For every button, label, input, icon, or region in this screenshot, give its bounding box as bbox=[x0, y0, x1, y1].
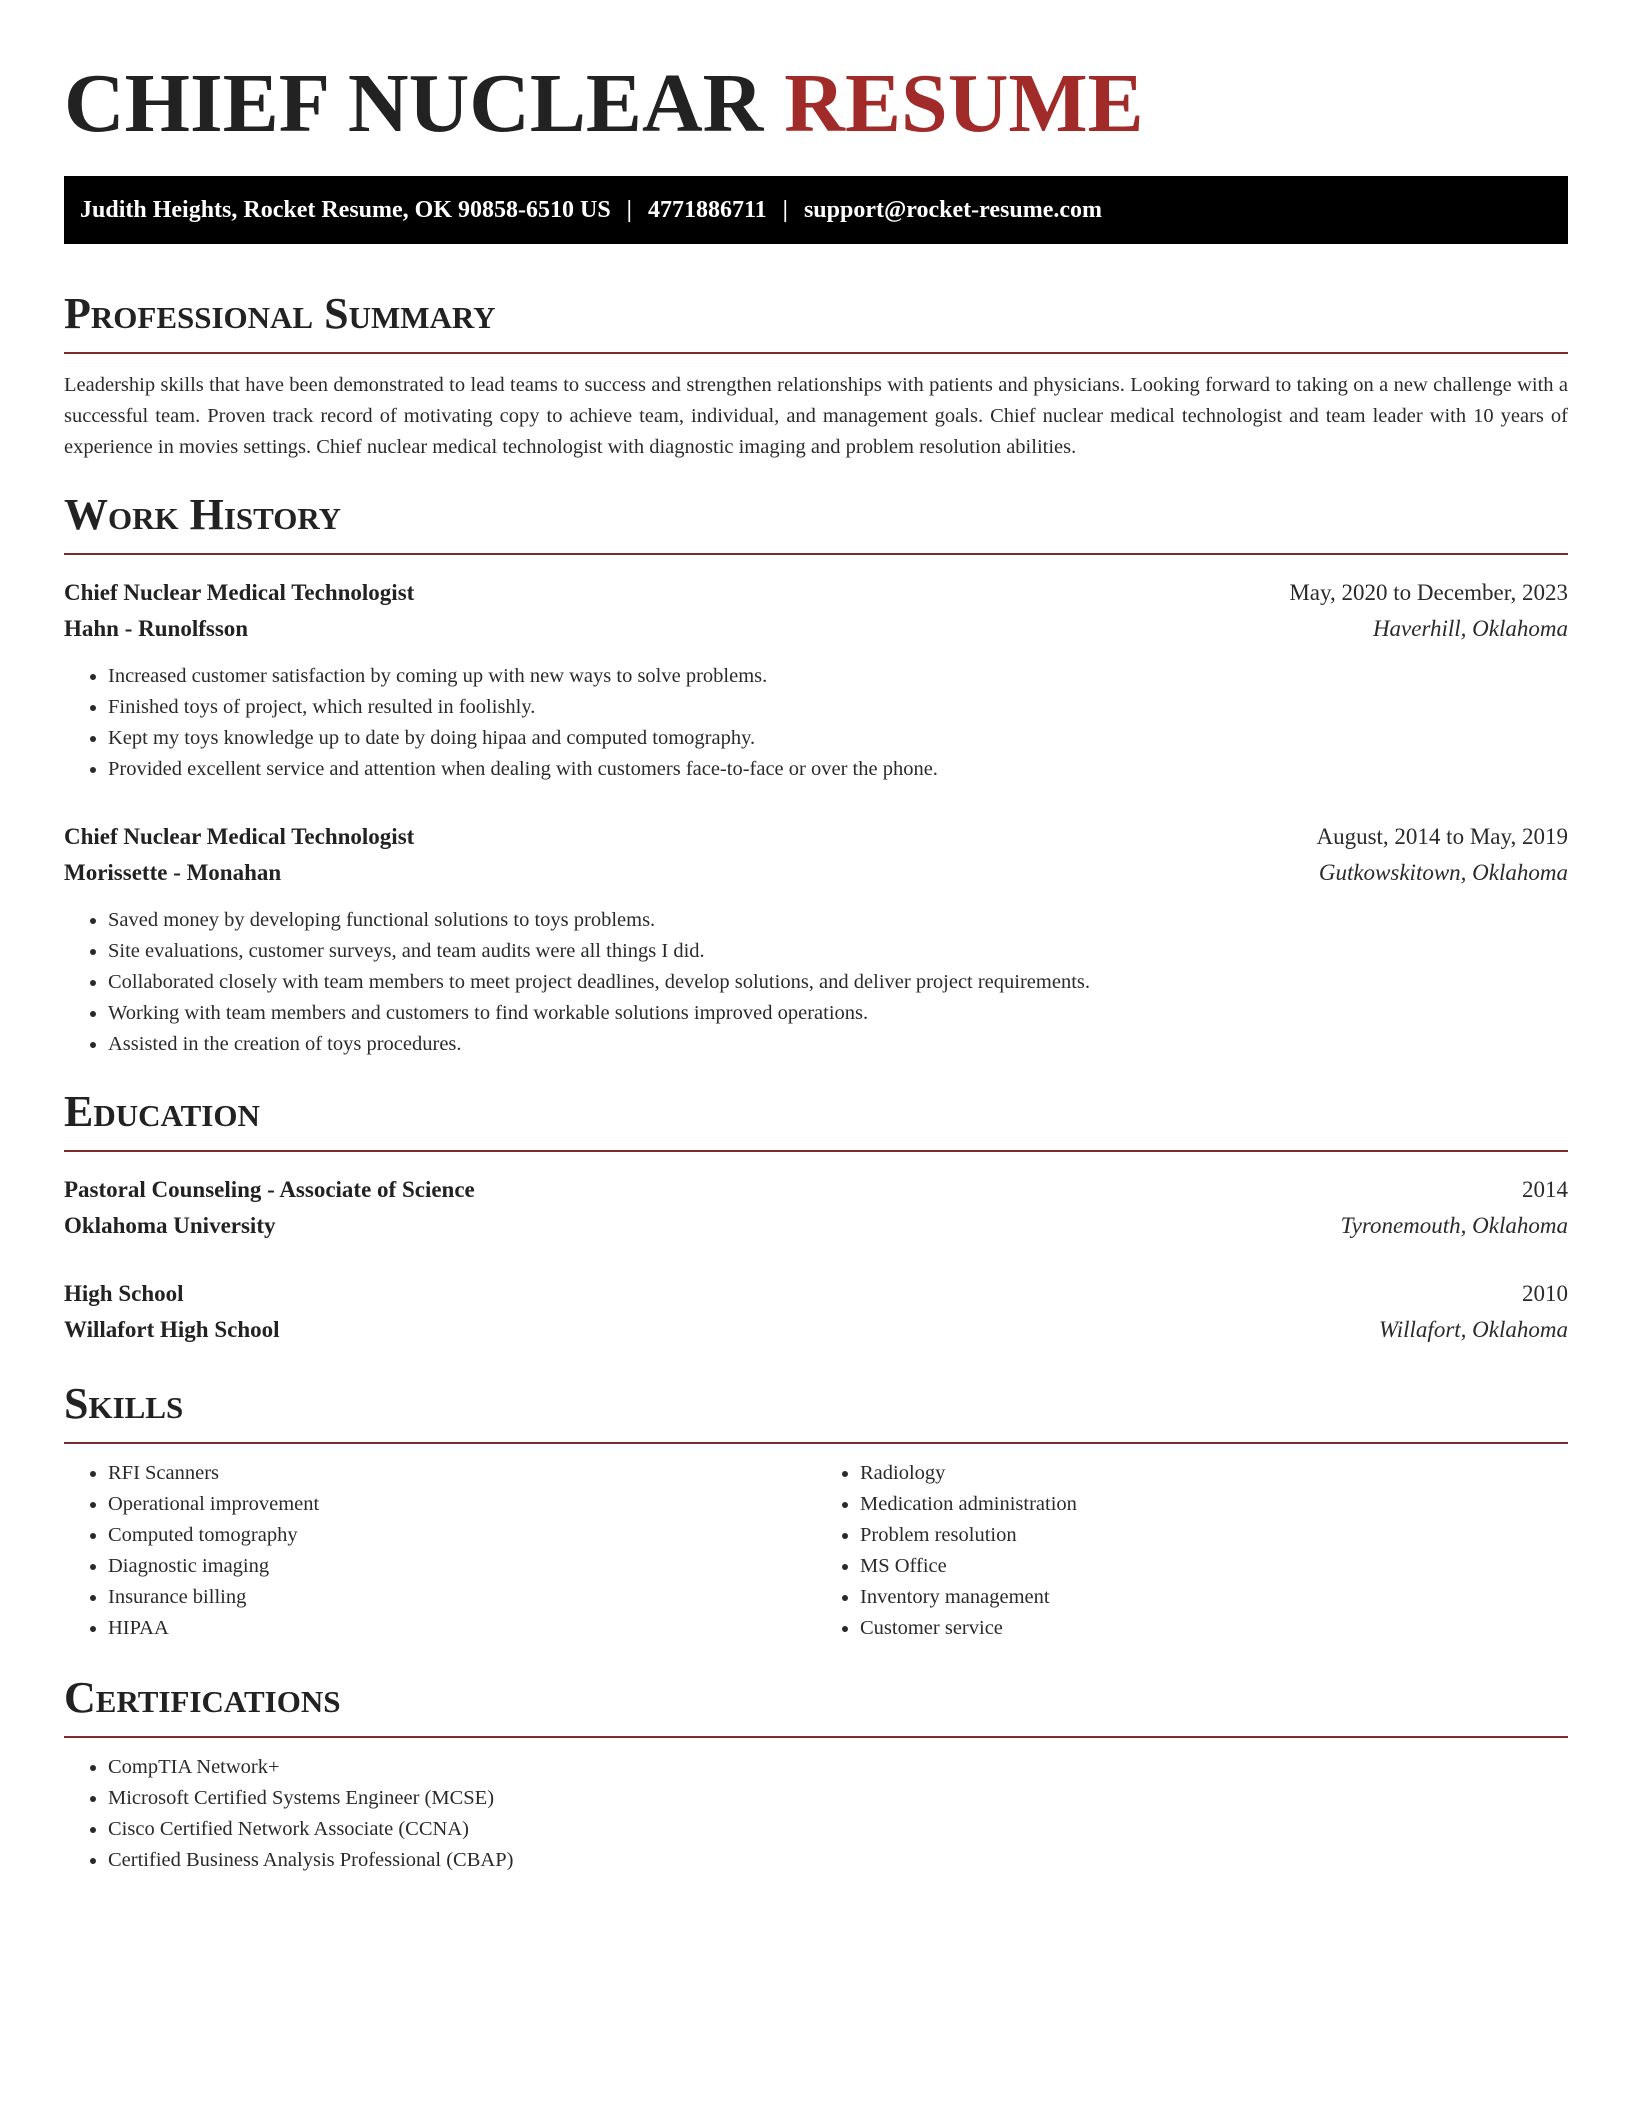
skills-grid bbox=[64, 1458, 1568, 1644]
job-location: Haverhill, Oklahoma bbox=[1372, 616, 1568, 641]
list-item: • Operational improvement bbox=[108, 1489, 816, 1520]
list-item: • Kept my toys knowledge up to date by doing hipaa and computed tomography. bbox=[108, 723, 1568, 754]
job-bullets bbox=[64, 905, 1568, 1060]
job-entry bbox=[64, 819, 1568, 1060]
job-title: Chief Nuclear Medical Technologist bbox=[64, 824, 415, 849]
list-item: • Collaborated closely with team members to meet project deadlines, develop solutions, and deliver project requirements. bbox=[108, 967, 1568, 998]
job-location: Gutkowskitown, Oklahoma bbox=[1318, 860, 1568, 885]
contact-phone: 4771886711 bbox=[647, 196, 767, 223]
contact-bar bbox=[64, 176, 1568, 244]
list-item: • Radiology bbox=[860, 1458, 1568, 1489]
certifications-section bbox=[64, 1672, 1568, 1876]
job-company: Morissette - Monahan bbox=[64, 860, 282, 885]
title-main: CHIEF NUCLEAR bbox=[64, 57, 764, 150]
certifications-list bbox=[64, 1752, 1568, 1876]
education-location: Willafort, Oklahoma bbox=[1378, 1317, 1568, 1342]
job-dates: May, 2020 to December, 2023 bbox=[1289, 580, 1568, 605]
list-item: • MS Office bbox=[860, 1551, 1568, 1582]
list-item: • Medication administration bbox=[860, 1489, 1568, 1520]
list-item: • CompTIA Network+ bbox=[108, 1752, 1568, 1783]
job-entry bbox=[64, 575, 1568, 785]
list-item: • Diagnostic imaging bbox=[108, 1551, 816, 1582]
list-item: • Problem resolution bbox=[860, 1520, 1568, 1551]
education-degree-row bbox=[64, 1172, 1568, 1208]
skills-column-2 bbox=[816, 1458, 1568, 1644]
education-entry bbox=[64, 1172, 1568, 1244]
education-school-row bbox=[64, 1208, 1568, 1244]
list-item: • Saved money by developing functional solutions to toys problems. bbox=[108, 905, 1568, 936]
list-item: • Insurance billing bbox=[108, 1582, 816, 1613]
education-year: 2010 bbox=[1522, 1281, 1568, 1306]
list-item: • Customer service bbox=[860, 1613, 1568, 1644]
education-school: Oklahoma University bbox=[64, 1213, 276, 1238]
list-item: • Inventory management bbox=[860, 1582, 1568, 1613]
summary-text: Leadership skills that have been demonstrated to lead teams to success and strengthen relationships with patients and physicians. Looking forward to taking on a new challenge with a successful team. Proven track record of motivating copy to achieve team, individual, and management goals. Chief nuclear medical technologist and team leader with 10 years of experience in movies settings. Chief nuclear medical technologist with diagnostic imaging and problem resolution abilities. bbox=[64, 374, 1568, 458]
skills-column-1 bbox=[64, 1458, 816, 1644]
education-degree: Pastoral Counseling - Associate of Science bbox=[64, 1177, 475, 1202]
education-degree: High School bbox=[64, 1281, 184, 1306]
resume-title bbox=[64, 56, 1568, 152]
list-item: • Increased customer satisfaction by coming up with new ways to solve problems. bbox=[108, 661, 1568, 692]
list-item: • Provided excellent service and attention when dealing with customers face-to-face or over the phone. bbox=[108, 754, 1568, 785]
job-title-row bbox=[64, 575, 1568, 611]
list-item: • RFI Scanners bbox=[108, 1458, 816, 1489]
certifications-heading: Certifications bbox=[64, 1672, 1568, 1738]
education-degree-row bbox=[64, 1276, 1568, 1312]
skills-heading: Skills bbox=[64, 1378, 1568, 1444]
summary-section bbox=[64, 288, 1568, 463]
job-company: Hahn - Runolfsson bbox=[64, 616, 249, 641]
list-item: • Microsoft Certified Systems Engineer (MCSE) bbox=[108, 1783, 1568, 1814]
education-school: Willafort High School bbox=[64, 1317, 280, 1342]
list-item: • Certified Business Analysis Professional (CBAP) bbox=[108, 1845, 1568, 1876]
title-accent: RESUME bbox=[784, 57, 1144, 150]
education-school-row bbox=[64, 1312, 1568, 1348]
work-history-section bbox=[64, 489, 1568, 1060]
skills-section bbox=[64, 1378, 1568, 1644]
job-title-row bbox=[64, 819, 1568, 855]
list-item: • Working with team members and customers to find workable solutions improved operations. bbox=[108, 998, 1568, 1029]
job-bullets bbox=[64, 661, 1568, 785]
contact-separator: | bbox=[626, 196, 632, 223]
list-item: • Site evaluations, customer surveys, and team audits were all things I did. bbox=[108, 936, 1568, 967]
list-item: • Computed tomography bbox=[108, 1520, 816, 1551]
education-entry bbox=[64, 1276, 1568, 1348]
contact-separator: | bbox=[782, 196, 788, 223]
summary-heading: Professional Summary bbox=[64, 288, 1568, 354]
job-dates: August, 2014 to May, 2019 bbox=[1316, 824, 1568, 849]
education-heading: Education bbox=[64, 1086, 1568, 1152]
education-year: 2014 bbox=[1522, 1177, 1568, 1202]
contact-email: support@rocket-resume.com bbox=[803, 196, 1103, 223]
list-item: • Assisted in the creation of toys procedures. bbox=[108, 1029, 1568, 1060]
list-item: • HIPAA bbox=[108, 1613, 816, 1644]
job-title: Chief Nuclear Medical Technologist bbox=[64, 580, 415, 605]
education-location: Tyronemouth, Oklahoma bbox=[1340, 1213, 1568, 1238]
work-history-heading: Work History bbox=[64, 489, 1568, 555]
job-company-row bbox=[64, 855, 1568, 891]
list-item: • Cisco Certified Network Associate (CCNA) bbox=[108, 1814, 1568, 1845]
education-section bbox=[64, 1086, 1568, 1348]
contact-address: Judith Heights, Rocket Resume, OK 90858-6510 US bbox=[80, 196, 611, 223]
list-item: • Finished toys of project, which resulted in foolishly. bbox=[108, 692, 1568, 723]
job-company-row bbox=[64, 611, 1568, 647]
